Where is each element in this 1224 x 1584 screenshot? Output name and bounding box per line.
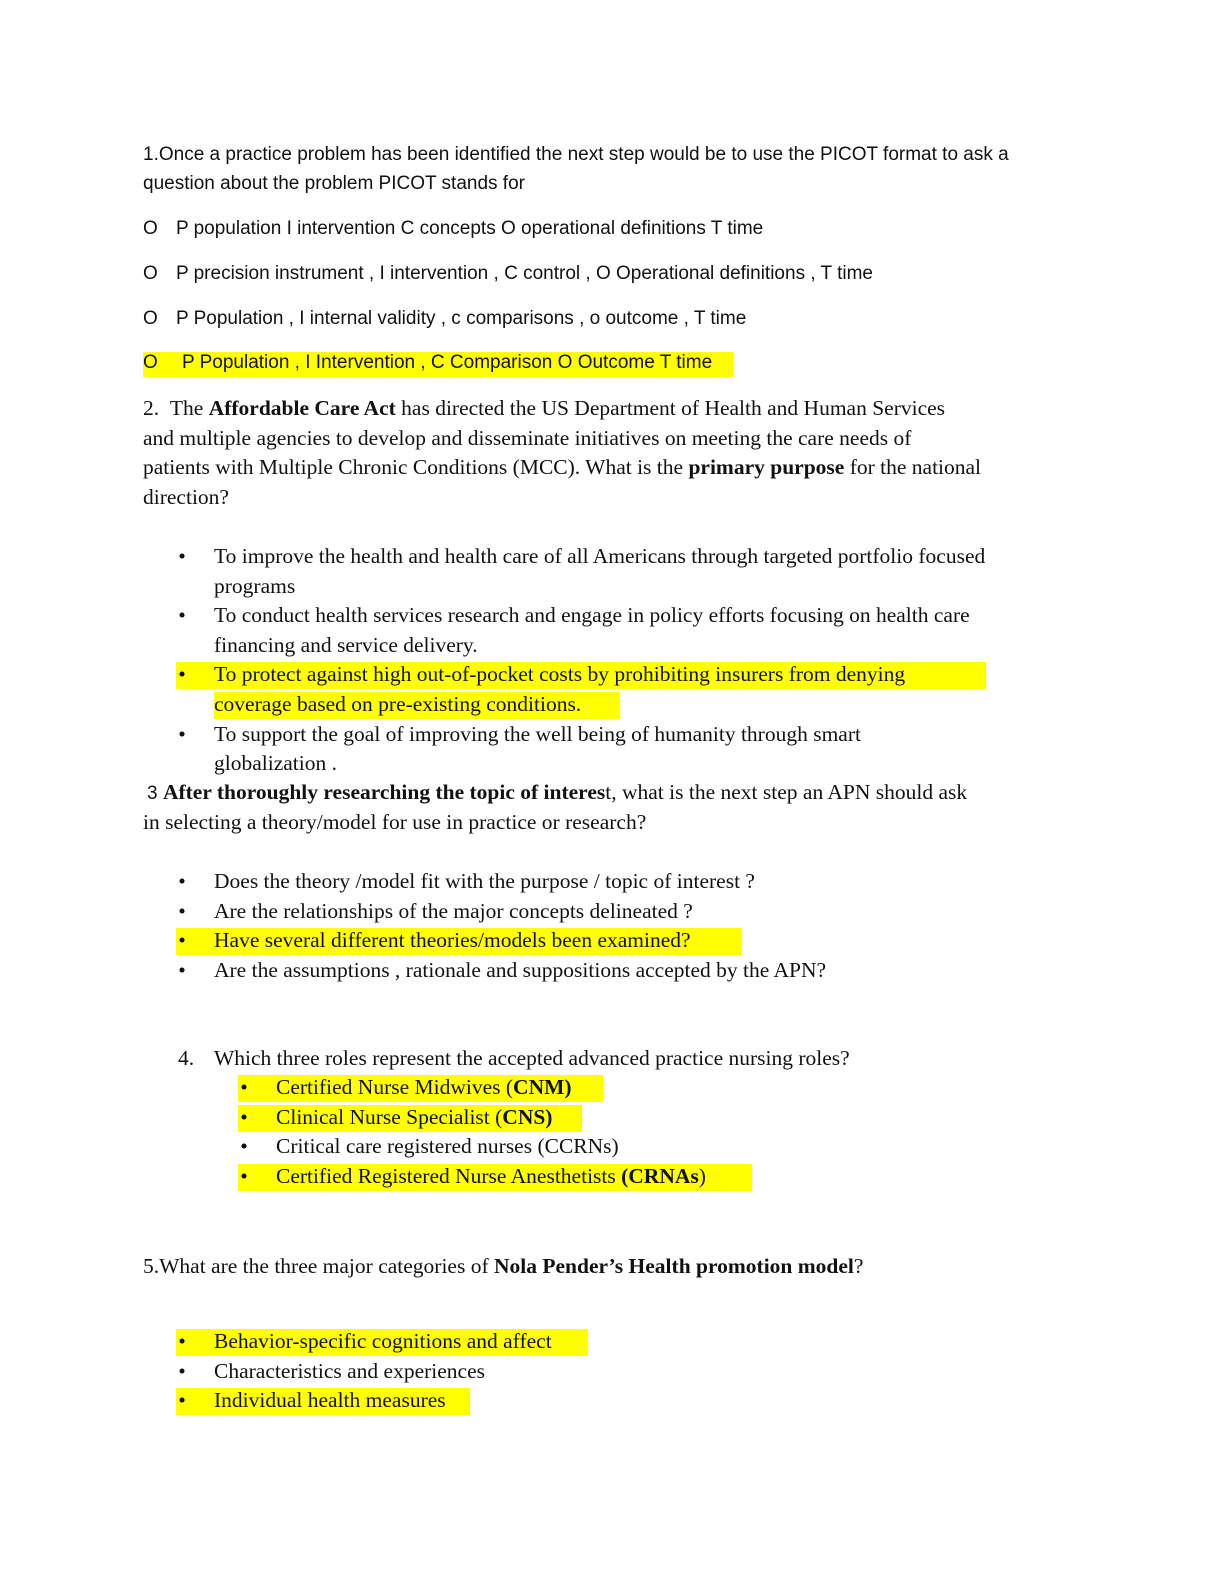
q1-option-marker: O [143,218,158,239]
bullet-icon: • [240,1105,248,1129]
q5-text: 5.What are the three major categories of [143,1254,494,1278]
q2-option-4-line2: globalization . [214,751,337,775]
q4-option-text: Certified Registered Nurse Anesthetists [276,1164,622,1188]
bullet-icon: • [178,544,186,568]
q1-option-marker: O [143,308,158,329]
q4-option-text: Clinical Nurse Specialist ( [276,1105,503,1129]
q2-option-1-line2: programs [214,574,296,598]
q5-option-1-answer: Behavior-specific cognitions and affect [214,1329,552,1353]
q2-text-line4: direction? [143,485,229,509]
q2-bold-term: primary purpose [688,455,845,479]
q5-option-3-answer: Individual health measures [214,1388,446,1412]
q3-text-line1 [143,780,967,805]
q2-text: has directed the US Department of Health and Human Services [395,396,946,420]
q3-bold-term: After thoroughly researching the topic of interes [162,780,606,804]
bullet-icon: • [178,1388,186,1412]
q2-bold-term: Affordable Care Act [208,396,396,420]
q2-text-line2: and multiple agencies to develop and disseminate initiatives on meeting the care needs of [143,426,912,450]
q5-text: ? [853,1254,864,1278]
q2-text: The [169,396,209,420]
bullet-icon: • [178,1329,186,1353]
q2-option-4-line1: To support the goal of improving the well being of humanity through smart [214,722,861,746]
q3-text: t, what is the next step an APN should ask [605,780,968,804]
bullet-icon: • [240,1134,248,1158]
q4-option-4-answer [276,1164,706,1189]
q4-option-3: Critical care registered nurses (CCRNs) [276,1134,619,1158]
q2-text-line1 [143,396,945,421]
q4-number: 4. [178,1046,195,1070]
q4-option-2-answer [276,1105,552,1130]
q2-option-3-line2-answer: coverage based on pre-existing conditions. [214,692,582,716]
q4-option-abbrev: CNS) [502,1105,553,1129]
q3-option-1: Does the theory /model fit with the purpose / topic of interest ? [214,869,755,893]
q2-text: patients with Multiple Chronic Conditions (MCC). What is the [143,455,689,479]
q2-option-1-line1: To improve the health and health care of all Americans through targeted portfolio focused [214,544,986,568]
q1-option-3: P Population , I internal validity , c comparisons , o outcome , T time [176,308,747,329]
q3-text-line2: in selecting a theory/model for use in practice or research? [143,810,647,834]
bullet-icon: • [178,662,186,686]
q1-text-line1: 1.Once a practice problem has been identified the next step would be to use the PICOT format to ask a [143,144,1009,165]
q4-question: Which three roles represent the accepted advanced practice nursing roles? [214,1046,850,1070]
bullet-icon: • [178,928,186,952]
q5-question [143,1254,863,1279]
bullet-icon: • [178,899,186,923]
q2-number: 2. [143,396,160,420]
q5-option-2: Characteristics and experiences [214,1359,486,1383]
bullet-icon: • [240,1075,248,1099]
q4-option-abbrev: (CRNAs [621,1164,699,1188]
q4-option-1-answer [276,1075,572,1100]
q1-text-line2: question about the problem PICOT stands for [143,173,525,194]
q3-option-4: Are the assumptions , rationale and suppositions accepted by the APN? [214,958,827,982]
q1-option-marker: O [143,352,158,373]
q2-option-3-line1-answer: To protect against high out-of-pocket costs by prohibiting insurers from denying [214,662,906,686]
bullet-icon: • [178,722,186,746]
q2-option-2-line2: financing and service delivery. [214,633,478,657]
q1-option-2: P precision instrument , I intervention , C control , O Operational definitions , T time [176,263,873,284]
q3-option-3-answer: Have several different theories/models been examined? [214,928,691,952]
bullet-icon: • [240,1164,248,1188]
q1-option-1: P population I intervention C concepts O operational definitions T time [176,218,764,239]
bullet-icon: • [178,958,186,982]
bullet-icon: • [178,1359,186,1383]
q5-bold-term: Nola Pender’s Health promotion model [494,1254,854,1278]
q2-text-line3 [143,455,981,480]
q4-option-text: ) [698,1164,706,1188]
q2-option-2-line1: To conduct health services research and engage in policy efforts focusing on health care [214,603,970,627]
q3-number: 3 [147,783,158,804]
bullet-icon: • [178,869,186,893]
q1-option-marker: O [143,263,158,284]
q4-option-text: Certified Nurse Midwives ( [276,1075,514,1099]
q1-option-4-answer: P Population , I Intervention , C Comparison O Outcome T time [182,352,713,373]
q4-option-abbrev: CNM) [513,1075,572,1099]
q2-text: for the national [844,455,982,479]
q3-option-2: Are the relationships of the major concepts delineated ? [214,899,693,923]
bullet-icon: • [178,603,186,627]
